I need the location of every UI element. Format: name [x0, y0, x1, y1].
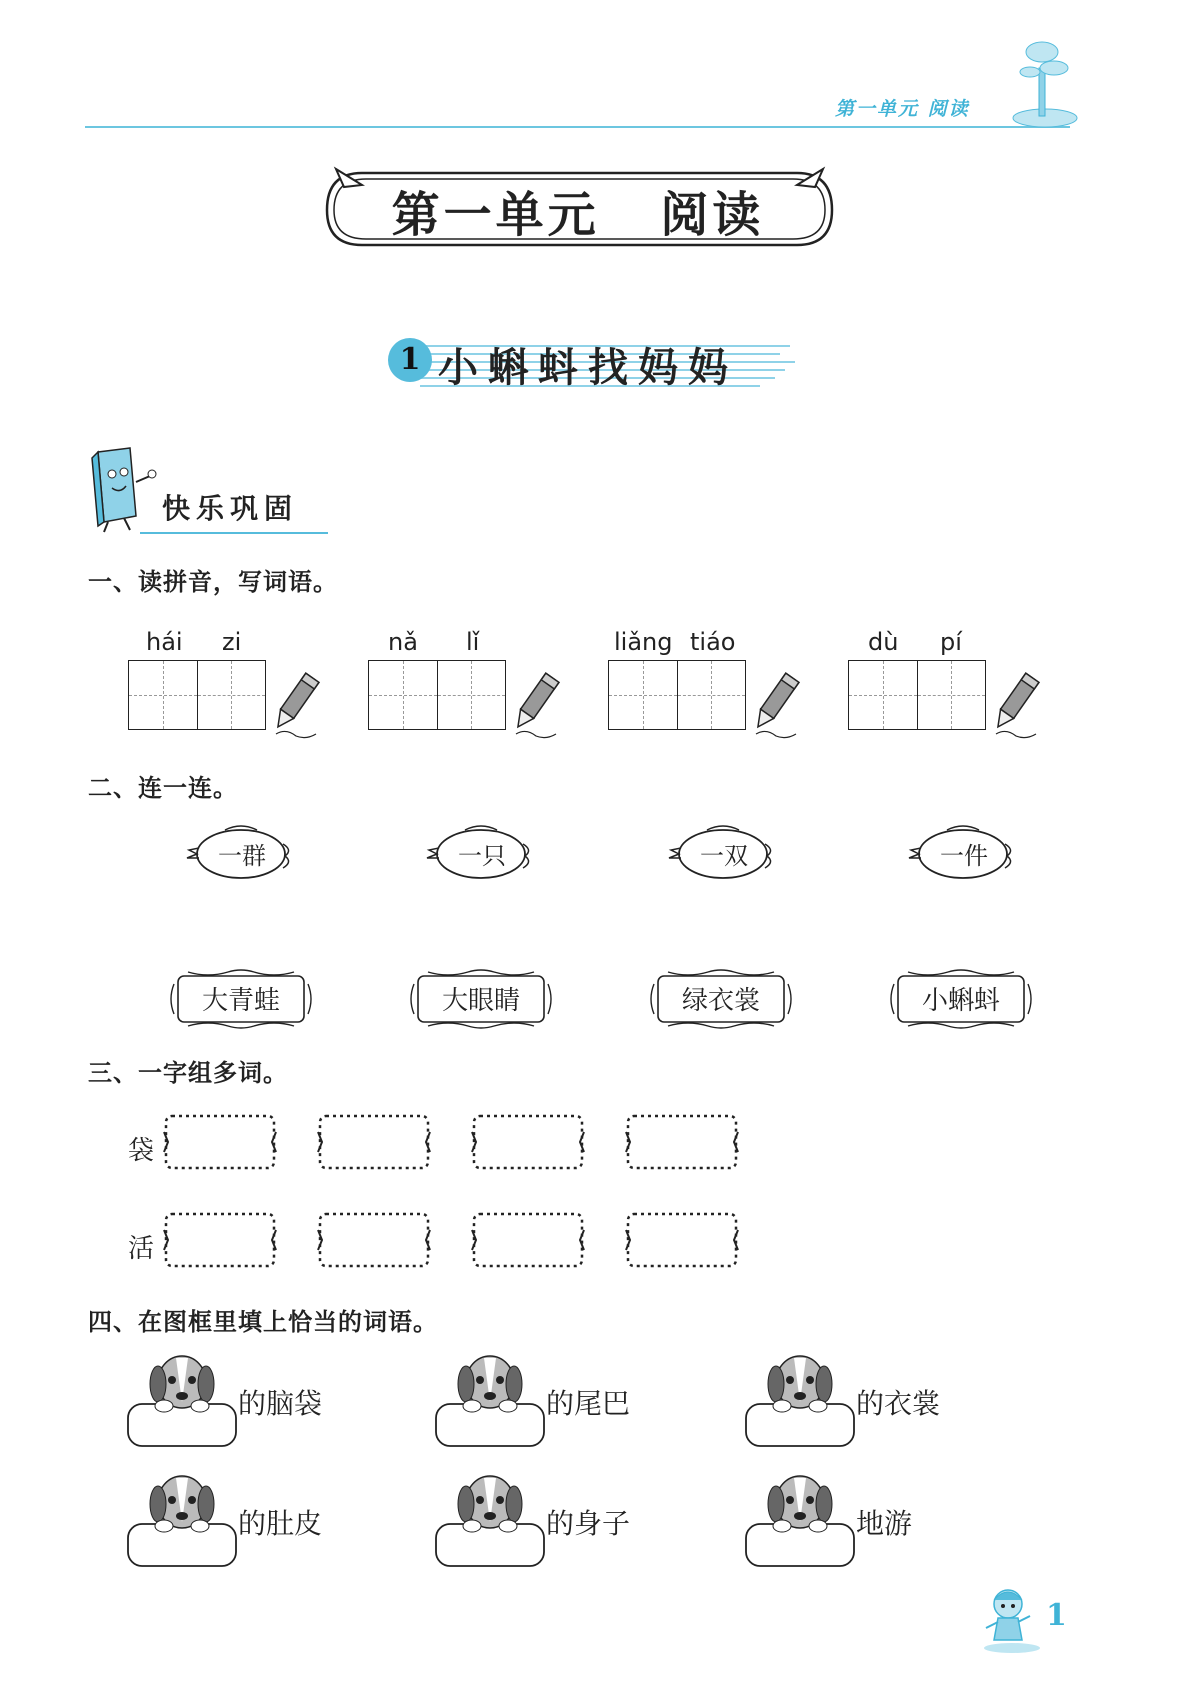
section-title: 快乐巩固: [162, 492, 299, 525]
phrase-suffix: 地游: [856, 1507, 913, 1540]
pinyin: lǐ: [466, 628, 480, 656]
puppy-answer-frame[interactable]: [124, 1352, 240, 1452]
writing-grid[interactable]: [128, 660, 266, 730]
pinyin: dù: [868, 628, 899, 656]
phrase-suffix: 的肚皮: [238, 1507, 323, 1540]
pinyin: hái: [146, 628, 183, 656]
lesson-number-badge: 1: [388, 338, 432, 382]
header-rule: [85, 126, 1070, 128]
writing-grid[interactable]: [368, 660, 506, 730]
phrase-suffix: 的身子: [546, 1507, 631, 1540]
answer-box[interactable]: [316, 1112, 432, 1172]
answer-box[interactable]: [316, 1210, 432, 1270]
pencil-icon: [986, 668, 1042, 740]
base-character: 袋: [128, 1136, 155, 1166]
q4-title: 四、在图框里填上恰当的词语。: [88, 1308, 438, 1336]
measure-word[interactable]: 一双: [700, 842, 748, 870]
puppy-answer-frame[interactable]: [124, 1472, 240, 1572]
pencil-icon: [266, 668, 322, 740]
q3-title: 三、一字组多词。: [88, 1059, 288, 1087]
lesson-title: 小蝌蚪找妈妈: [438, 345, 738, 391]
pinyin: pí: [940, 628, 962, 656]
answer-box[interactable]: [470, 1210, 586, 1270]
q1-title: 一、读拼音，写词语。: [88, 568, 338, 596]
book-mascot-icon: [84, 446, 164, 536]
noun-phrase[interactable]: 小蝌蚪: [921, 986, 1000, 1016]
noun-phrase[interactable]: 大青蛙: [201, 986, 280, 1016]
q2-title: 二、连一连。: [88, 774, 238, 802]
writing-grid[interactable]: [848, 660, 986, 730]
grid-cell[interactable]: [129, 661, 198, 729]
noun-phrase[interactable]: 大眼睛: [441, 986, 520, 1016]
grid-cell[interactable]: [609, 661, 678, 729]
writing-grid[interactable]: [608, 660, 746, 730]
answer-box[interactable]: [624, 1112, 740, 1172]
puppy-answer-frame[interactable]: [742, 1472, 858, 1572]
measure-word[interactable]: 一只: [458, 842, 506, 870]
grid-cell[interactable]: [918, 661, 986, 729]
puppy-answer-frame[interactable]: [432, 1472, 548, 1572]
measure-word[interactable]: 一群: [218, 842, 266, 870]
child-mascot-icon: [978, 1582, 1042, 1654]
answer-box[interactable]: [162, 1112, 278, 1172]
grid-cell[interactable]: [369, 661, 438, 729]
grid-cell[interactable]: [198, 661, 266, 729]
pinyin: tiáo: [690, 628, 736, 656]
noun-phrase[interactable]: 绿衣裳: [681, 986, 760, 1016]
section-underline: [140, 532, 328, 534]
base-character: 活: [128, 1234, 155, 1264]
pinyin: zi: [222, 628, 242, 656]
phrase-suffix: 的尾巴: [546, 1387, 631, 1420]
puppy-answer-frame[interactable]: [742, 1352, 858, 1452]
grid-cell[interactable]: [849, 661, 918, 729]
tree-icon: [1010, 38, 1080, 130]
puppy-answer-frame[interactable]: [432, 1352, 548, 1452]
answer-box[interactable]: [624, 1210, 740, 1270]
answer-box[interactable]: [162, 1210, 278, 1270]
pinyin: liǎng: [614, 628, 673, 656]
pinyin: nǎ: [388, 628, 418, 656]
running-header: 第一单元 阅读: [835, 98, 970, 120]
answer-box[interactable]: [470, 1112, 586, 1172]
measure-word[interactable]: 一件: [940, 842, 988, 870]
phrase-suffix: 的脑袋: [238, 1387, 323, 1420]
pencil-icon: [506, 668, 562, 740]
page-number: 1: [1046, 1598, 1067, 1633]
pencil-icon: [746, 668, 802, 740]
grid-cell[interactable]: [438, 661, 506, 729]
unit-title: 第一单元 阅读: [391, 187, 765, 243]
phrase-suffix: 的衣裳: [856, 1387, 941, 1420]
grid-cell[interactable]: [678, 661, 746, 729]
